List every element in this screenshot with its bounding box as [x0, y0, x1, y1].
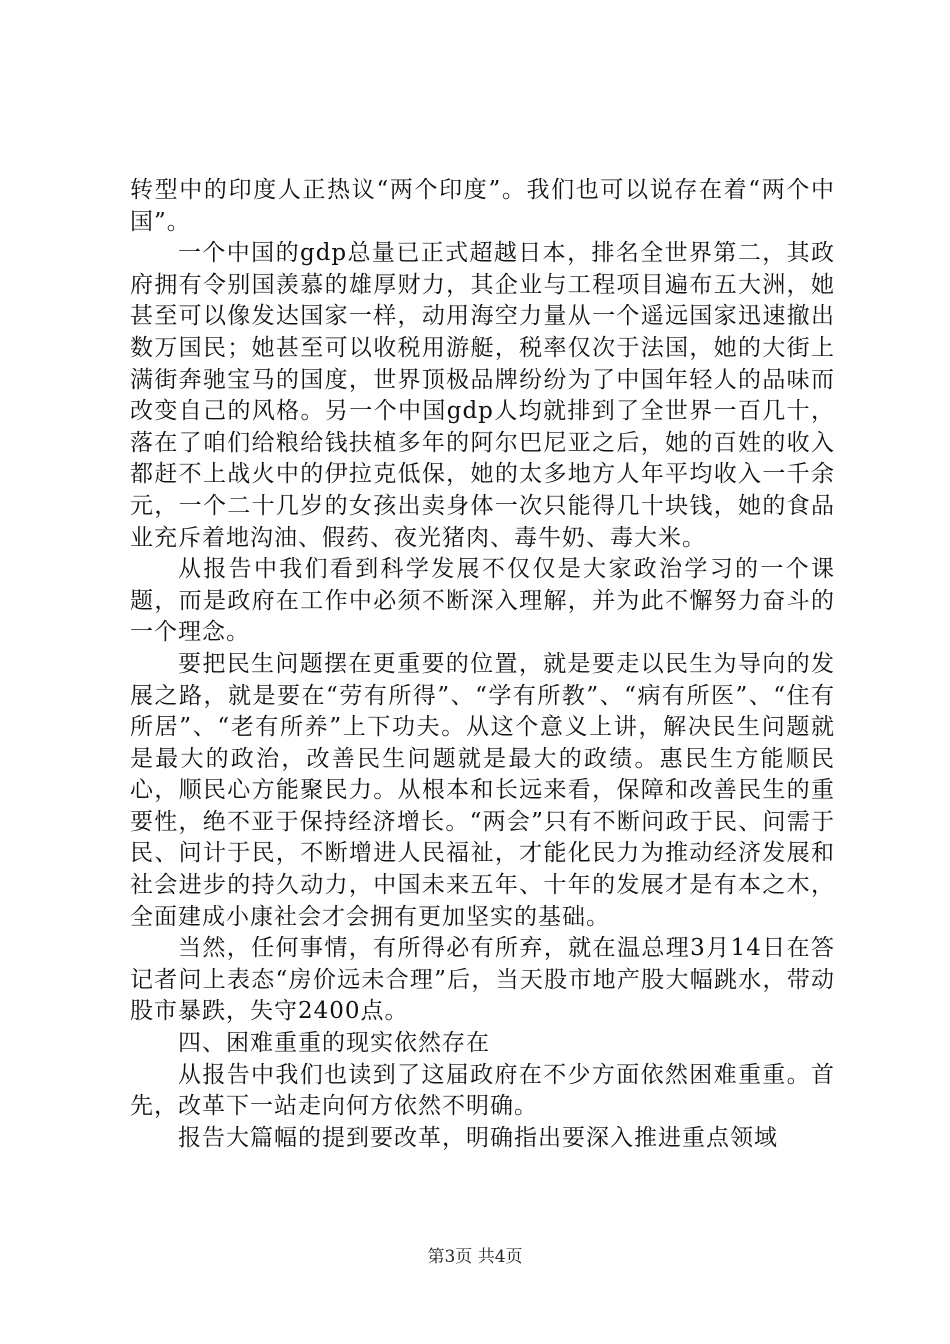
- paragraph-3: 从报告中我们看到科学发展不仅仅是大家政治学习的一个课题，而是政府在工作中必须不断深入理解，并为此不懈努力奋斗的一个理念。: [130, 556, 835, 646]
- page-footer: 第3页 共4页: [427, 1247, 523, 1267]
- paragraph-6: 从报告中我们也读到了这届政府在不少方面依然困难重重。首先，改革下一站走向何方依然不明确。: [130, 1061, 835, 1120]
- paragraph-7: 报告大篇幅的提到要改革，明确指出要深入推进重点领域: [178, 1124, 778, 1151]
- document-body: [130, 175, 835, 1154]
- section-heading: 四、困难重重的现实依然存在: [178, 1030, 490, 1057]
- paragraph-2: 一个中国的gdp总量已正式超越日本，排名全世界第二，其政府拥有令别国羡慕的雄厚财力，其企业与工程项目遍布五大洲，她甚至可以像发达国家一样，动用海空力量从一个遥远国家迅速撤出数万国民；她甚至可以收税用游艇，税率仅次于法国，她的大街上满街奔驰宝马的国度，世界顶极品牌纷纷为了中国年轻人的品味而改变自己的风格。另一个中国gdp人均就排到了全世界一百几十，落在了咱们给粮给钱扶植多年的阿尔巴尼亚之后，她的百姓的收入都赶不上战火中的伊拉克低保，她的太多地方人年平均收入一千余元，一个二十几岁的女孩出卖身体一次只能得几十块钱，她的食品业充斥着地沟油、假药、夜光猪肉、毒牛奶、毒大米。: [130, 240, 835, 551]
- paragraph-4: 要把民生问题摆在更重要的位置，就是要走以民生为导向的发展之路，就是要在“劳有所得”、“学有所教”、“病有所医”、“住有所居”、“老有所养”上下功夫。从这个意义上讲，解决民生问题就是最大的政治，改善民生问题就是最大的政绩。惠民生方能顺民心，顺民心方能聚民力。从根本和长远来看，保障和改善民生的重要性，绝不亚于保持经济增长。“两会”只有不断问政于民、问需于民、问计于民，不断增进人民福祉，才能化民力为推动经济发展和社会进步的持久动力，中国未来五年、十年的发展才是有本之木，全面建成小康社会才会拥有更加坚实的基础。: [130, 650, 835, 930]
- paragraph-1: 转型中的印度人正热议“两个印度”。我们也可以说存在着“两个中国”。: [130, 177, 835, 235]
- paragraph-5: 当然，任何事情，有所得必有所弃，就在温总理3月14日在答记者问上表态“房价远未合理”后，当天股市地产股大幅跳水，带动股市暴跌，失守2400点。: [130, 935, 835, 1025]
